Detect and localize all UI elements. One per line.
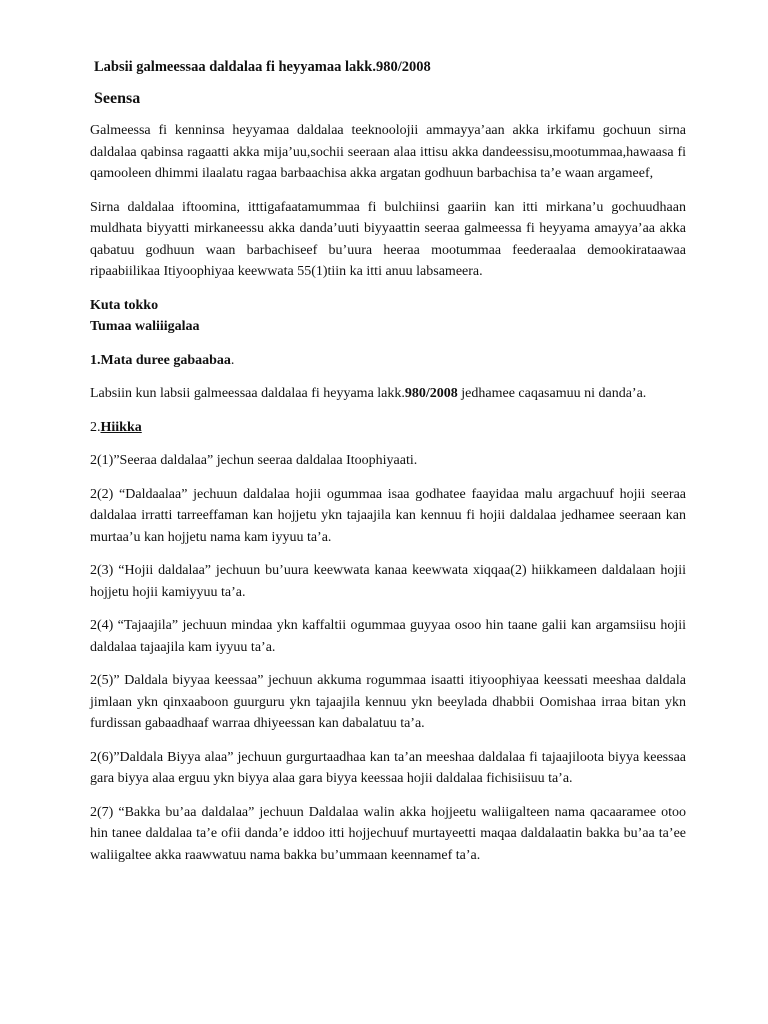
definition-4: 2(4) “Tajaajila” jechuun mindaa ykn kaffaltii ogummaa guyyaa osoo hin taane galii kan argamsiisu hojii daldalaa tajaajila kam iyyuu ta’a. <box>90 618 686 655</box>
part-label: Kuta tokko <box>90 297 159 313</box>
section-heading: Seensa <box>94 90 141 107</box>
article-2-title: Hiikka <box>100 419 142 435</box>
article-1-text-a: Labsiin kun labsii galmeessaa daldalaa fi heyyama lakk. <box>90 386 405 401</box>
definition-2: 2(2) “Daldaalaa” jechuun daldalaa hojii ogummaa isaa godhatee faayidaa malu argachuuf hojii seeraa daldalaa irratti tarreeffaman kan hojjetu ykn tajaajila kan kennuu fi hojii daldalaa jedhamee seeraan kan murtaa’u kan hojjetu nama kam iyyuu ta’a. <box>90 486 686 545</box>
definition-6: 2(6)”Daldala Biyya alaa” jechuun gurgurtaadhaa kan ta’an meeshaa daldalaa fi tajaajiloota biyya keessaa gara biyya alaa erguu ykn biyya alaa gara biyya keessaa hojii daldalaa fichisiisuu ta’a. <box>90 749 686 786</box>
article-1-heading <box>90 350 686 372</box>
article-1-title: 1.Mata duree gabaabaa <box>90 352 231 368</box>
article-2-number: 2. <box>90 419 101 435</box>
article-2-heading <box>90 417 686 439</box>
document-title: Labsii galmeessaa daldalaa fi heyyamaa lakk.980/2008 <box>94 59 431 75</box>
article-1-law-number: 980/2008 <box>404 386 458 401</box>
definition-1: 2(1)”Seeraa daldalaa” jechun seeraa daldalaa Itoophiyaati. <box>90 453 418 468</box>
article-1-title-end: . <box>230 352 235 368</box>
definition-5: 2(5)” Daldala biyyaa keessaa” jechuun akkuma rogummaa isaatti itiyoophiyaa keessati meeshaa daldala jimlaan ykn qinxaaboon guurguru ykn tajaajila kennuu ykn beeylada dhabbii Oomishaa irraa bitan ykn furdissan gabaadhaaf warraa dhiyeessan kan dabalatuu ta’a. <box>90 673 686 731</box>
definition-7: 2(7) “Bakka bu’aa daldalaa” jechuun Daldalaa walin akka hojjeetu waliigalteen nama qacaarameе otoo hin tanee daldalaa ta’e ofii danda’e iddoo itti hojjechuuf murtayeetti maqaa daldalaatin bakka bu’aa ta’ee waliigaltee akka raawwatuu nama bakka bu’ummaan keennamef ta’a. <box>90 804 686 863</box>
intro-paragraph-2: Sirna daldalaa iftoomina, itttigafaatamummaa fi bulchiinsi gaariin kan itti mirkana’u gochuudhaan muldhata biyyatti mirkaneessu akka danda’uuti biyyaattin seeraa galmeessa fi heyyama amayya’aa akka qabatuu godhuun waan barbachiseef bu’uura heeraa mootummaa feederaalaa demookirataawaa ripaabiilikaa Itiyoophiyaa keewwata 55(1)tiin ka itti anuu labsameera. <box>90 199 686 279</box>
intro-paragraph-1: Galmeessa fi kenninsa heyyamaa daldalaa teeknoolojii ammayya’aan akka irkifamu gochuun sirna daldalaa qabinsa ragaatti akka mija’uu,sochii seeraan alaa ittisu akka dandeessisu,mootummaa,hawaasa fi qamooleen dhimmi ilaalatu ragaa barbaachisa akka argatan godhuun barbachisa ta’e waan argameef, <box>90 123 686 181</box>
definition-3: 2(3) “Hojii daldalaa” jechuun bu’uura keewwata kanaa keewwata xiqqaa(2) hiikkameen daldalaan hojii hojjetu hojii kamiyyuu ta’a. <box>90 563 686 600</box>
part-title: Tumaa waliiigalaa <box>90 319 200 334</box>
article-1-text-b: jedhamee caqasamuu ni danda’a. <box>457 386 647 401</box>
article-1-text <box>90 383 686 405</box>
